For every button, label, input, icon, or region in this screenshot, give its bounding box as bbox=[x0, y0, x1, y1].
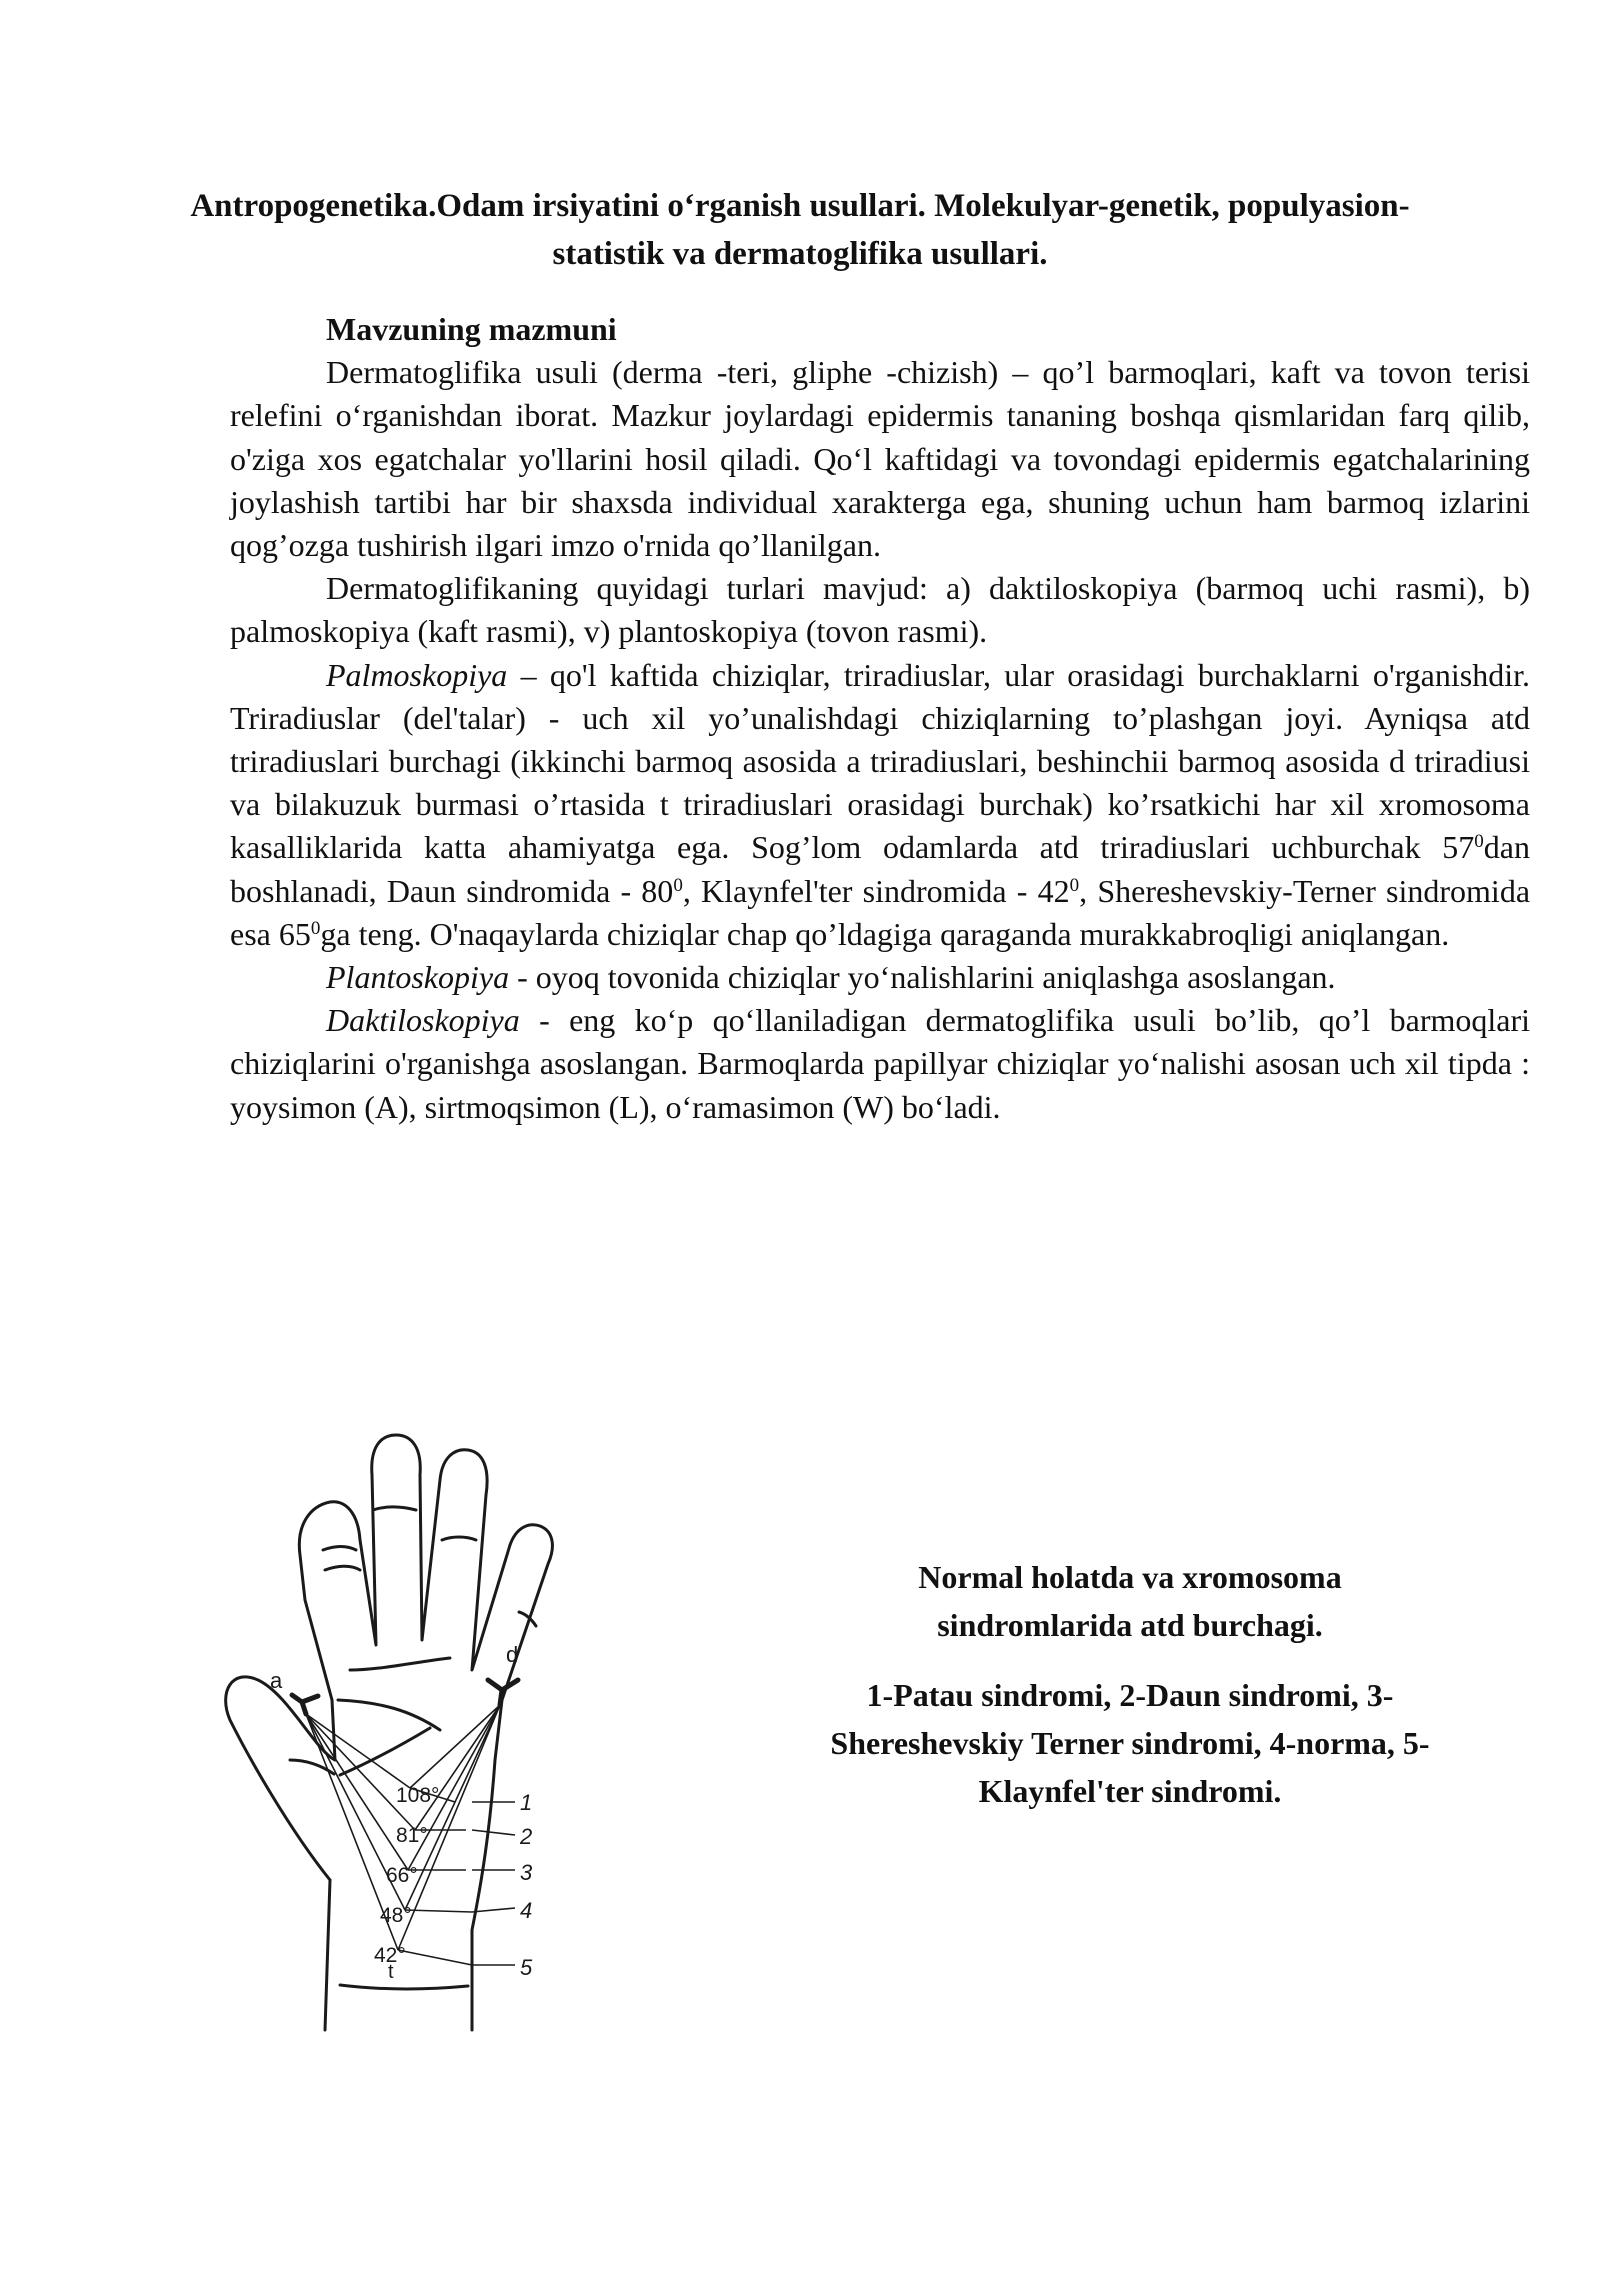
paragraph-dermatoglyphics: Dermatoglifika usuli (derma -teri, gliphe -chizish) – qo’l barmoqlari, kaft va tovon terisi relefini o‘rganishdan iborat. Mazkur joylardagi epidermis tananing boshqa qismlaridan farq qilib, o'ziga xos egatchalar yo'llarini hosil qiladi. Qo‘l kaftidagi va tovondagi epidermis egatchalarining joylashish tartibi har bir shaxsda individual xarakterga ega, shuning uchun ham barmoq izlarini qog’ozga tushirish ilgari imzo o'rnida qo’llanilgan. bbox=[230, 354, 1530, 564]
number-label-1: 1 bbox=[520, 1790, 533, 1815]
caption-legend: 1-Patau sindromi, 2-Daun sindromi, 3-Shereshevskiy Terner sindromi, 4-norma, 5-Klaynfel'ter sindromi. bbox=[830, 1677, 1430, 1809]
document-body bbox=[230, 308, 1530, 1129]
number-label-2: 2 bbox=[520, 1824, 533, 1849]
number-label-3: 3 bbox=[520, 1860, 533, 1885]
triradius-a bbox=[292, 1695, 318, 1714]
number-label-4: 4 bbox=[520, 1898, 533, 1923]
title-line-2: statistik va dermatoglifika usullari. bbox=[552, 236, 1048, 272]
hand-outline bbox=[226, 1435, 553, 2030]
degree-sup: 0 bbox=[673, 874, 683, 896]
degree-sup: 0 bbox=[1069, 874, 1080, 896]
term-plantoscopy: Plantoskopiya bbox=[326, 959, 510, 996]
section-heading: Mavzuning mazmuni bbox=[326, 311, 617, 347]
paragraph-types: Dermatoglifikaning quyidagi turlari mavjud: a) daktiloskopiya (barmoq uchi rasmi), b) palmoskopiya (kaft rasmi), v) plantoskopiya (tovon rasmi). bbox=[230, 570, 1530, 650]
paragraph-dactyloscopy: Daktiloskopiya - eng ko‘p qo‘llaniladigan dermatoglifika usuli bo’lib, qo’l barmoqlari chiziqlarini o'rganishga asoslangan. Barmoqlarda papillyar chiziqlar yo‘nalishi asosan uch xil tipda : yoysimon (A), sirtmoqsimon (L), o‘ramasimon (W) bo‘ladi. bbox=[230, 1002, 1530, 1125]
degree-sup: 0 bbox=[1474, 831, 1484, 853]
palm-atd-angle-figure bbox=[210, 1430, 750, 2040]
title-line-1: Antropogenetika.Odam irsiyatini o‘rganish usullari. Molekulyar-genetik, populyasion- bbox=[190, 188, 1410, 224]
term-palmoscopy: Palmoskopiya bbox=[326, 656, 508, 693]
document-title bbox=[120, 182, 1480, 278]
number-label-5: 5 bbox=[520, 1955, 533, 1980]
figure-caption bbox=[770, 1553, 1490, 1815]
degree-sup: 0 bbox=[310, 917, 321, 939]
triradius-a-label: a bbox=[270, 1668, 283, 1693]
triradius-d-label: d bbox=[506, 1642, 519, 1667]
angle-label-2: 81° bbox=[396, 1824, 428, 1847]
angle-label-3: 66° bbox=[386, 1864, 418, 1887]
angle-label-5: 42° bbox=[374, 1944, 406, 1967]
triradius-t-label: t bbox=[388, 1961, 394, 1983]
paragraph-plantoscopy: Plantoskopiya - oyoq tovonida chiziqlar yo‘nalishlarini aniqlashga asoslangan. bbox=[326, 959, 1336, 996]
triradius-d bbox=[488, 1680, 518, 1705]
wrist-crease bbox=[340, 1985, 468, 1989]
paragraph-palmoscopy: Palmoskopiya – qo'l kaftida chiziqlar, triradiuslar, ular orasidagi burchaklarni o'rganishdir. Triradiuslar (del'talar) - uch xil yo’unalishdagi chiziqlarning to’plashgan joyi. Ayniqsa atd triradiuslari burchagi (ikkinchi barmoq asosida a triradiuslari, beshinchii barmoq asosida d triradiusi va bilakuzuk burmasi o’rtasida t triradiuslari orasidagi burchak) ko’rsatkichi har xil xromosoma kasalliklarida katta ahamiyatga ega. Sog’lom odamlarda atd triradiuslari uchburchak $57^0dan$ boshlanadi, Daun sindromida - $80^0$, Klaynfel'ter sindromida - $42^0$, Shereshevskiy-Terner sindromida esa $65^0ga$ teng. O'naqaylarda chiziqlar chap qo’ldagiga qaraganda murakkabroqligi aniqlangan. bbox=[230, 656, 1531, 952]
term-dactyloscopy: Daktiloskopiya bbox=[326, 1002, 520, 1039]
wrist-left bbox=[325, 1880, 330, 2030]
angle-label-4: 48° bbox=[380, 1904, 412, 1927]
angle-label-1: 108° bbox=[396, 1784, 440, 1807]
hand-illustration bbox=[210, 1430, 750, 2040]
caption-title: Normal holatda va xromosoma sindromlarida atd burchagi. bbox=[918, 1559, 1342, 1643]
